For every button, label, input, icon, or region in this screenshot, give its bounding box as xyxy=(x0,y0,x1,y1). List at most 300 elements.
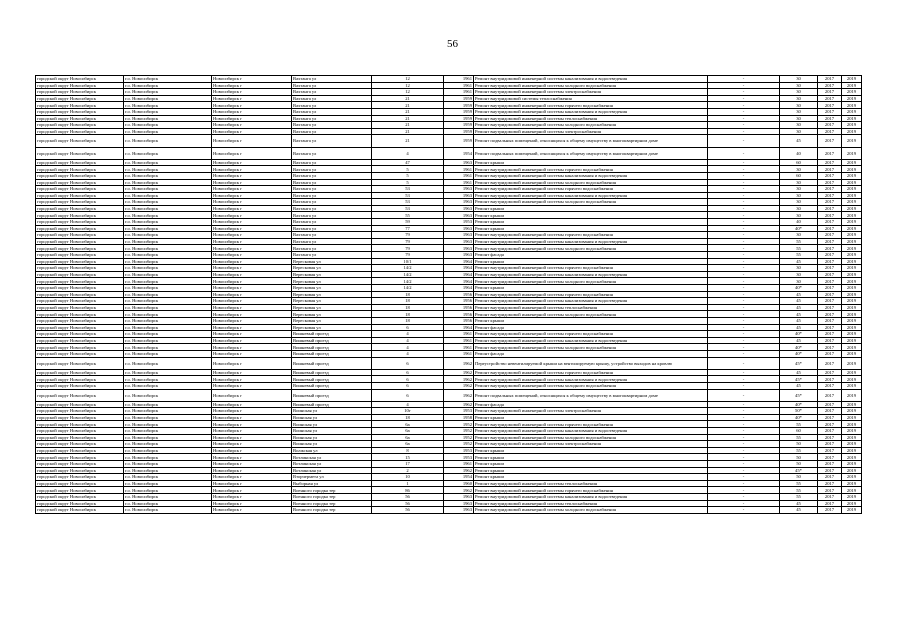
cell-locality: г.о. Новосибирск xyxy=(124,337,212,344)
cell-work: Ремонт крыши xyxy=(474,205,708,212)
cell-year_from: 2017 xyxy=(818,311,842,318)
cell-year_from: 2017 xyxy=(818,376,842,383)
cell-district: городской округ Новосибирск xyxy=(36,76,124,83)
cell-house: 14/2 xyxy=(372,278,444,285)
cell-year_from: 2017 xyxy=(818,428,842,435)
cell-built: 1961 xyxy=(444,179,474,186)
cell-district: городской округ Новосибирск xyxy=(36,421,124,428)
cell-built: 1959 xyxy=(444,95,474,102)
table-body xyxy=(36,76,862,514)
cell-year_from: 2017 xyxy=(818,225,842,232)
cell-year_from: 2017 xyxy=(818,252,842,259)
cell-locality: г.о. Новосибирск xyxy=(124,278,212,285)
cell-district: городской округ Новосибирск xyxy=(36,369,124,376)
table-row xyxy=(36,500,862,507)
table-row xyxy=(36,434,862,441)
cell-year_from: 2017 xyxy=(818,147,842,159)
cell-year_to: 2019 xyxy=(842,382,862,389)
cell-period: 30 xyxy=(780,89,818,96)
cell-year_from: 2017 xyxy=(818,441,842,448)
table-row xyxy=(36,128,862,135)
cell-district: городской округ Новосибирск xyxy=(36,232,124,239)
table-row xyxy=(36,480,862,487)
cell-dash: - xyxy=(708,252,780,259)
cell-built: 1961 xyxy=(444,461,474,468)
cell-city: Новосибирск г xyxy=(212,186,292,193)
cell-dash: - xyxy=(708,128,780,135)
cell-city: Новосибирск г xyxy=(212,331,292,338)
cell-street: Вахтанга ул xyxy=(292,95,372,102)
cell-period: 60 xyxy=(780,428,818,435)
cell-district: городской округ Новосибирск xyxy=(36,500,124,507)
cell-period: 45 xyxy=(780,500,818,507)
cell-built: 1963 xyxy=(444,238,474,245)
cell-period: 45 xyxy=(780,311,818,318)
cell-period: 30 xyxy=(780,179,818,186)
cell-street: Вересковая ул xyxy=(292,317,372,324)
cell-period: 40* xyxy=(780,331,818,338)
cell-district: городской округ Новосибирск xyxy=(36,447,124,454)
cell-district: городской округ Новосибирск xyxy=(36,89,124,96)
cell-year_from: 2017 xyxy=(818,369,842,376)
cell-year_to: 2019 xyxy=(842,461,862,468)
cell-year_to: 2019 xyxy=(842,219,862,226)
cell-dash: - xyxy=(708,304,780,311)
cell-year_to: 2019 xyxy=(842,258,862,265)
cell-city: Новосибирск г xyxy=(212,166,292,173)
cell-street: Вахтанга ул xyxy=(292,212,372,219)
cell-district: городской округ Новосибирск xyxy=(36,285,124,292)
cell-street: Вахтанга ул xyxy=(292,238,372,245)
cell-district: городской округ Новосибирск xyxy=(36,159,124,166)
cell-house: 56 xyxy=(372,500,444,507)
cell-city: Новосибирск г xyxy=(212,382,292,389)
cell-year_to: 2019 xyxy=(842,82,862,89)
cell-year_to: 2019 xyxy=(842,205,862,212)
cell-house: 79 xyxy=(372,232,444,239)
table-row xyxy=(36,122,862,129)
cell-locality: г.о. Новосибирск xyxy=(124,252,212,259)
table-row xyxy=(36,285,862,292)
cell-period: 45* xyxy=(780,357,818,369)
cell-work: Ремонт внутридомовой инженерной системы канализования и водоотведения xyxy=(474,76,708,83)
cell-year_from: 2017 xyxy=(818,480,842,487)
cell-built: 1956 xyxy=(444,311,474,318)
cell-dash: - xyxy=(708,285,780,292)
cell-city: Новосибирск г xyxy=(212,232,292,239)
cell-house: 47 xyxy=(372,159,444,166)
cell-locality: г.о. Новосибирск xyxy=(124,219,212,226)
cell-city: Новосибирск г xyxy=(212,494,292,501)
cell-dash: - xyxy=(708,369,780,376)
cell-built: 1964 xyxy=(444,285,474,292)
cell-district: городской округ Новосибирск xyxy=(36,376,124,383)
cell-city: Новосибирск г xyxy=(212,344,292,351)
table-row xyxy=(36,245,862,252)
cell-work: Ремонт крыши xyxy=(474,219,708,226)
cell-built: 1959 xyxy=(444,115,474,122)
cell-city: Новосибирск г xyxy=(212,428,292,435)
cell-dash: - xyxy=(708,179,780,186)
cell-year_to: 2019 xyxy=(842,135,862,147)
cell-house: 55 xyxy=(372,212,444,219)
cell-built: 1962 xyxy=(444,389,474,401)
cell-locality: г.о. Новосибирск xyxy=(124,507,212,514)
cell-dash: - xyxy=(708,298,780,305)
cell-built: 1961 xyxy=(444,82,474,89)
cell-city: Новосибирск г xyxy=(212,461,292,468)
cell-work: Ремонт внутридомовой инженерной системы теплоснабжения xyxy=(474,115,708,122)
cell-street: Вишневый проезд xyxy=(292,337,372,344)
cell-house: 18 xyxy=(372,311,444,318)
cell-year_to: 2019 xyxy=(842,166,862,173)
cell-work: Ремонт внутридомовой инженерной системы теплоснабжения xyxy=(474,500,708,507)
cell-year_to: 2019 xyxy=(842,311,862,318)
cell-year_to: 2019 xyxy=(842,324,862,331)
cell-work: Ремонт внутридомовой инженерной системы электроснабжения xyxy=(474,441,708,448)
cell-locality: г.о. Новосибирск xyxy=(124,408,212,415)
cell-year_to: 2019 xyxy=(842,494,862,501)
cell-house: 12 xyxy=(372,82,444,89)
cell-house: 14/2 xyxy=(372,271,444,278)
cell-street: Вишневый проезд xyxy=(292,344,372,351)
table-row xyxy=(36,238,862,245)
cell-locality: г.о. Новосибирск xyxy=(124,212,212,219)
cell-year_to: 2019 xyxy=(842,474,862,481)
cell-work: Ремонт крыши xyxy=(474,285,708,292)
table-row xyxy=(36,376,862,383)
cell-locality: г.о. Новосибирск xyxy=(124,245,212,252)
cell-street: Вишневый проезд xyxy=(292,350,372,357)
cell-period: 30 xyxy=(780,232,818,239)
cell-work: Ремонт крыши xyxy=(474,317,708,324)
cell-dash: - xyxy=(708,122,780,129)
cell-period: 45 xyxy=(780,317,818,324)
cell-locality: г.о. Новосибирск xyxy=(124,304,212,311)
cell-work: Ремонт внутридомовой инженерной системы канализования и водоотведения xyxy=(474,337,708,344)
cell-built: 1961 xyxy=(444,337,474,344)
cell-year_from: 2017 xyxy=(818,401,842,408)
cell-built: 1962 xyxy=(444,487,474,494)
cell-year_to: 2019 xyxy=(842,265,862,272)
cell-built: 1952 xyxy=(444,428,474,435)
table-row xyxy=(36,382,862,389)
cell-house: 53 xyxy=(372,199,444,206)
cell-city: Новосибирск г xyxy=(212,199,292,206)
cell-district: городской округ Новосибирск xyxy=(36,95,124,102)
cell-dash: - xyxy=(708,205,780,212)
table-row xyxy=(36,298,862,305)
cell-period: 45 xyxy=(780,258,818,265)
cell-street: Вишневый проезд xyxy=(292,331,372,338)
cell-district: городской округ Новосибирск xyxy=(36,166,124,173)
cell-year_from: 2017 xyxy=(818,382,842,389)
table-row xyxy=(36,454,862,461)
cell-district: городской округ Новосибирск xyxy=(36,258,124,265)
cell-built: 1963 xyxy=(444,205,474,212)
cell-year_to: 2019 xyxy=(842,192,862,199)
page-number: 56 xyxy=(447,38,458,50)
cell-period: 50 xyxy=(780,461,818,468)
cell-street: Вишневый проезд xyxy=(292,357,372,369)
cell-street: Военного городка тер xyxy=(292,507,372,514)
cell-built: 1960 xyxy=(444,480,474,487)
cell-house: 10г xyxy=(372,408,444,415)
cell-locality: г.о. Новосибирск xyxy=(124,258,212,265)
cell-house: 4 xyxy=(372,147,444,159)
cell-district: городской округ Новосибирск xyxy=(36,494,124,501)
cell-work: Ремонт крыши xyxy=(474,447,708,454)
cell-dash: - xyxy=(708,172,780,179)
cell-built: 1954 xyxy=(444,474,474,481)
table-row xyxy=(36,108,862,115)
cell-built: 1964 xyxy=(444,271,474,278)
cell-work: Ремонт внутридомовой инженерной системы холодного водоснабжения xyxy=(474,82,708,89)
cell-district: городской округ Новосибирск xyxy=(36,331,124,338)
cell-year_from: 2017 xyxy=(818,76,842,83)
cell-dash: - xyxy=(708,186,780,193)
cell-period: 40* xyxy=(780,344,818,351)
cell-dash: - xyxy=(708,166,780,173)
cell-built: 1953 xyxy=(444,408,474,415)
cell-locality: г.о. Новосибирск xyxy=(124,271,212,278)
cell-district: городской округ Новосибирск xyxy=(36,291,124,298)
cell-city: Новосибирск г xyxy=(212,95,292,102)
cell-year_to: 2019 xyxy=(842,480,862,487)
cell-district: городской округ Новосибирск xyxy=(36,219,124,226)
cell-year_to: 2019 xyxy=(842,298,862,305)
table-row xyxy=(36,369,862,376)
cell-district: городской округ Новосибирск xyxy=(36,467,124,474)
cell-district: городской округ Новосибирск xyxy=(36,428,124,435)
table-row xyxy=(36,467,862,474)
cell-year_from: 2017 xyxy=(818,108,842,115)
cell-dash: - xyxy=(708,271,780,278)
cell-year_from: 2017 xyxy=(818,298,842,305)
cell-house: 6 xyxy=(372,389,444,401)
cell-period: 30 xyxy=(780,166,818,173)
cell-year_from: 2017 xyxy=(818,357,842,369)
cell-year_from: 2017 xyxy=(818,350,842,357)
cell-built: 1964 xyxy=(444,258,474,265)
cell-district: городской округ Новосибирск xyxy=(36,147,124,159)
cell-street: Вахтанга ул xyxy=(292,219,372,226)
table-row xyxy=(36,357,862,369)
cell-district: городской округ Новосибирск xyxy=(36,414,124,421)
table-row xyxy=(36,474,862,481)
cell-year_from: 2017 xyxy=(818,278,842,285)
cell-built: 1963 xyxy=(444,186,474,193)
cell-work: Ремонт фасада xyxy=(474,324,708,331)
cell-city: Новосибирск г xyxy=(212,128,292,135)
cell-dash: - xyxy=(708,291,780,298)
cell-year_from: 2017 xyxy=(818,304,842,311)
table-row xyxy=(36,166,862,173)
repair-register-table xyxy=(35,75,862,514)
cell-street: Вахтанга ул xyxy=(292,76,372,83)
cell-locality: г.о. Новосибирск xyxy=(124,265,212,272)
cell-work: Ремонт внутридомовой инженерной системы канализования и водоотведения xyxy=(474,376,708,383)
cell-year_from: 2017 xyxy=(818,474,842,481)
cell-work: Ремонт крыши xyxy=(474,474,708,481)
cell-city: Новосибирск г xyxy=(212,467,292,474)
cell-street: Вахтанга ул xyxy=(292,135,372,147)
cell-city: Новосибирск г xyxy=(212,82,292,89)
cell-dash: - xyxy=(708,108,780,115)
table-row xyxy=(36,76,862,83)
cell-locality: г.о. Новосибирск xyxy=(124,115,212,122)
table-row xyxy=(36,115,862,122)
cell-locality: г.о. Новосибирск xyxy=(124,474,212,481)
cell-year_to: 2019 xyxy=(842,487,862,494)
cell-built: 1959 xyxy=(444,102,474,109)
cell-built: 1961 xyxy=(444,89,474,96)
cell-street: Вишневый проезд xyxy=(292,376,372,383)
cell-dash: - xyxy=(708,389,780,401)
table-row xyxy=(36,192,862,199)
cell-period: 40 xyxy=(780,219,818,226)
cell-built: 1961 xyxy=(444,166,474,173)
cell-period: 30 xyxy=(780,115,818,122)
cell-work: Ремонт внутридомовой инженерной системы горячего водоснабжения xyxy=(474,331,708,338)
cell-house: 4 xyxy=(372,331,444,338)
cell-street: Вахтанга ул xyxy=(292,225,372,232)
cell-street: Вахтанга ул xyxy=(292,232,372,239)
cell-year_from: 2017 xyxy=(818,389,842,401)
cell-period: 45 xyxy=(780,324,818,331)
cell-house: 12 xyxy=(372,76,444,83)
table-row xyxy=(36,199,862,206)
cell-city: Новосибирск г xyxy=(212,205,292,212)
cell-street: Вересковая ул xyxy=(292,271,372,278)
cell-work: Ремонт внутридомовой инженерной системы горячего водоснабжения xyxy=(474,487,708,494)
table-row xyxy=(36,225,862,232)
cell-built: 1963 xyxy=(444,252,474,259)
cell-street: Вересковая ул xyxy=(292,258,372,265)
cell-built: 1962 xyxy=(444,357,474,369)
cell-year_to: 2019 xyxy=(842,225,862,232)
cell-street: Вишневый проезд xyxy=(292,369,372,376)
cell-period: 30 xyxy=(780,95,818,102)
cell-built: 1963 xyxy=(444,225,474,232)
cell-house: 6а xyxy=(372,441,444,448)
cell-city: Новосибирск г xyxy=(212,324,292,331)
table-row xyxy=(36,172,862,179)
cell-locality: г.о. Новосибирск xyxy=(124,324,212,331)
cell-year_to: 2019 xyxy=(842,428,862,435)
cell-city: Новосибирск г xyxy=(212,271,292,278)
cell-work: Ремонт внутридомовой инженерной системы канализования и водоотведения xyxy=(474,298,708,305)
cell-period: 50 xyxy=(780,454,818,461)
cell-locality: г.о. Новосибирск xyxy=(124,500,212,507)
cell-work: Ремонт крыши xyxy=(474,159,708,166)
cell-year_to: 2019 xyxy=(842,159,862,166)
cell-house: 79 xyxy=(372,252,444,259)
cell-period: 55 xyxy=(780,421,818,428)
cell-district: городской округ Новосибирск xyxy=(36,265,124,272)
cell-built: 1956 xyxy=(444,317,474,324)
cell-locality: г.о. Новосибирск xyxy=(124,434,212,441)
cell-year_to: 2019 xyxy=(842,337,862,344)
cell-locality: г.о. Новосибирск xyxy=(124,285,212,292)
cell-work: Ремонт крыши xyxy=(474,258,708,265)
cell-dash: - xyxy=(708,135,780,147)
cell-built: 1962 xyxy=(444,382,474,389)
cell-year_from: 2017 xyxy=(818,179,842,186)
cell-built: 1956 xyxy=(444,298,474,305)
cell-street: Вишневый проезд xyxy=(292,382,372,389)
cell-year_to: 2019 xyxy=(842,389,862,401)
cell-city: Новосибирск г xyxy=(212,252,292,259)
cell-work: Ремонт внутридомовой инженерной системы канализования и водоотведения xyxy=(474,108,708,115)
cell-year_to: 2019 xyxy=(842,441,862,448)
cell-period: 30 xyxy=(780,199,818,206)
cell-street: Воинская ул xyxy=(292,408,372,415)
cell-period: 60 xyxy=(780,172,818,179)
cell-year_to: 2019 xyxy=(842,128,862,135)
cell-year_from: 2017 xyxy=(818,494,842,501)
cell-house: 59 xyxy=(372,219,444,226)
cell-period: 45* xyxy=(780,467,818,474)
table-row xyxy=(36,278,862,285)
cell-street: Вахтанга ул xyxy=(292,166,372,173)
cell-district: городской округ Новосибирск xyxy=(36,454,124,461)
table-row xyxy=(36,232,862,239)
table-row xyxy=(36,219,862,226)
cell-built: 1956 xyxy=(444,304,474,311)
cell-work: Ремонт внутридомовой инженерной системы канализования и водоотведения xyxy=(474,192,708,199)
table-row xyxy=(36,421,862,428)
cell-year_from: 2017 xyxy=(818,487,842,494)
cell-city: Новосибирск г xyxy=(212,447,292,454)
cell-house: 21 xyxy=(372,128,444,135)
cell-built: 1964 xyxy=(444,278,474,285)
cell-district: городской округ Новосибирск xyxy=(36,135,124,147)
cell-district: городской округ Новосибирск xyxy=(36,225,124,232)
cell-period: 55 xyxy=(780,480,818,487)
cell-year_from: 2017 xyxy=(818,434,842,441)
cell-year_to: 2019 xyxy=(842,401,862,408)
cell-work: Ремонт внутридомовой инженерной системы канализования и водоотведения xyxy=(474,238,708,245)
cell-period: 30 xyxy=(780,205,818,212)
cell-locality: г.о. Новосибирск xyxy=(124,421,212,428)
cell-street: Воинская ул xyxy=(292,441,372,448)
cell-locality: г.о. Новосибирск xyxy=(124,311,212,318)
cell-house: 6 xyxy=(372,369,444,376)
table-row xyxy=(36,401,862,408)
cell-locality: г.о. Новосибирск xyxy=(124,291,212,298)
cell-district: городской округ Новосибирск xyxy=(36,317,124,324)
cell-year_to: 2019 xyxy=(842,102,862,109)
cell-year_from: 2017 xyxy=(818,414,842,421)
cell-period: 30 xyxy=(780,271,818,278)
table-row xyxy=(36,179,862,186)
cell-built: 1961 xyxy=(444,331,474,338)
cell-house: 86 xyxy=(372,487,444,494)
cell-dash: - xyxy=(708,337,780,344)
cell-dash: - xyxy=(708,82,780,89)
cell-city: Новосибирск г xyxy=(212,212,292,219)
cell-built: 1962 xyxy=(444,369,474,376)
cell-year_to: 2019 xyxy=(842,376,862,383)
cell-work: Ремонт внутридомовой инженерной системы горячего водоснабжения xyxy=(474,265,708,272)
cell-house: 14/2 xyxy=(372,285,444,292)
cell-period: 30 xyxy=(780,265,818,272)
cell-house: 6 xyxy=(372,357,444,369)
cell-dash: - xyxy=(708,401,780,408)
table-row xyxy=(36,212,862,219)
cell-locality: г.о. Новосибирск xyxy=(124,192,212,199)
